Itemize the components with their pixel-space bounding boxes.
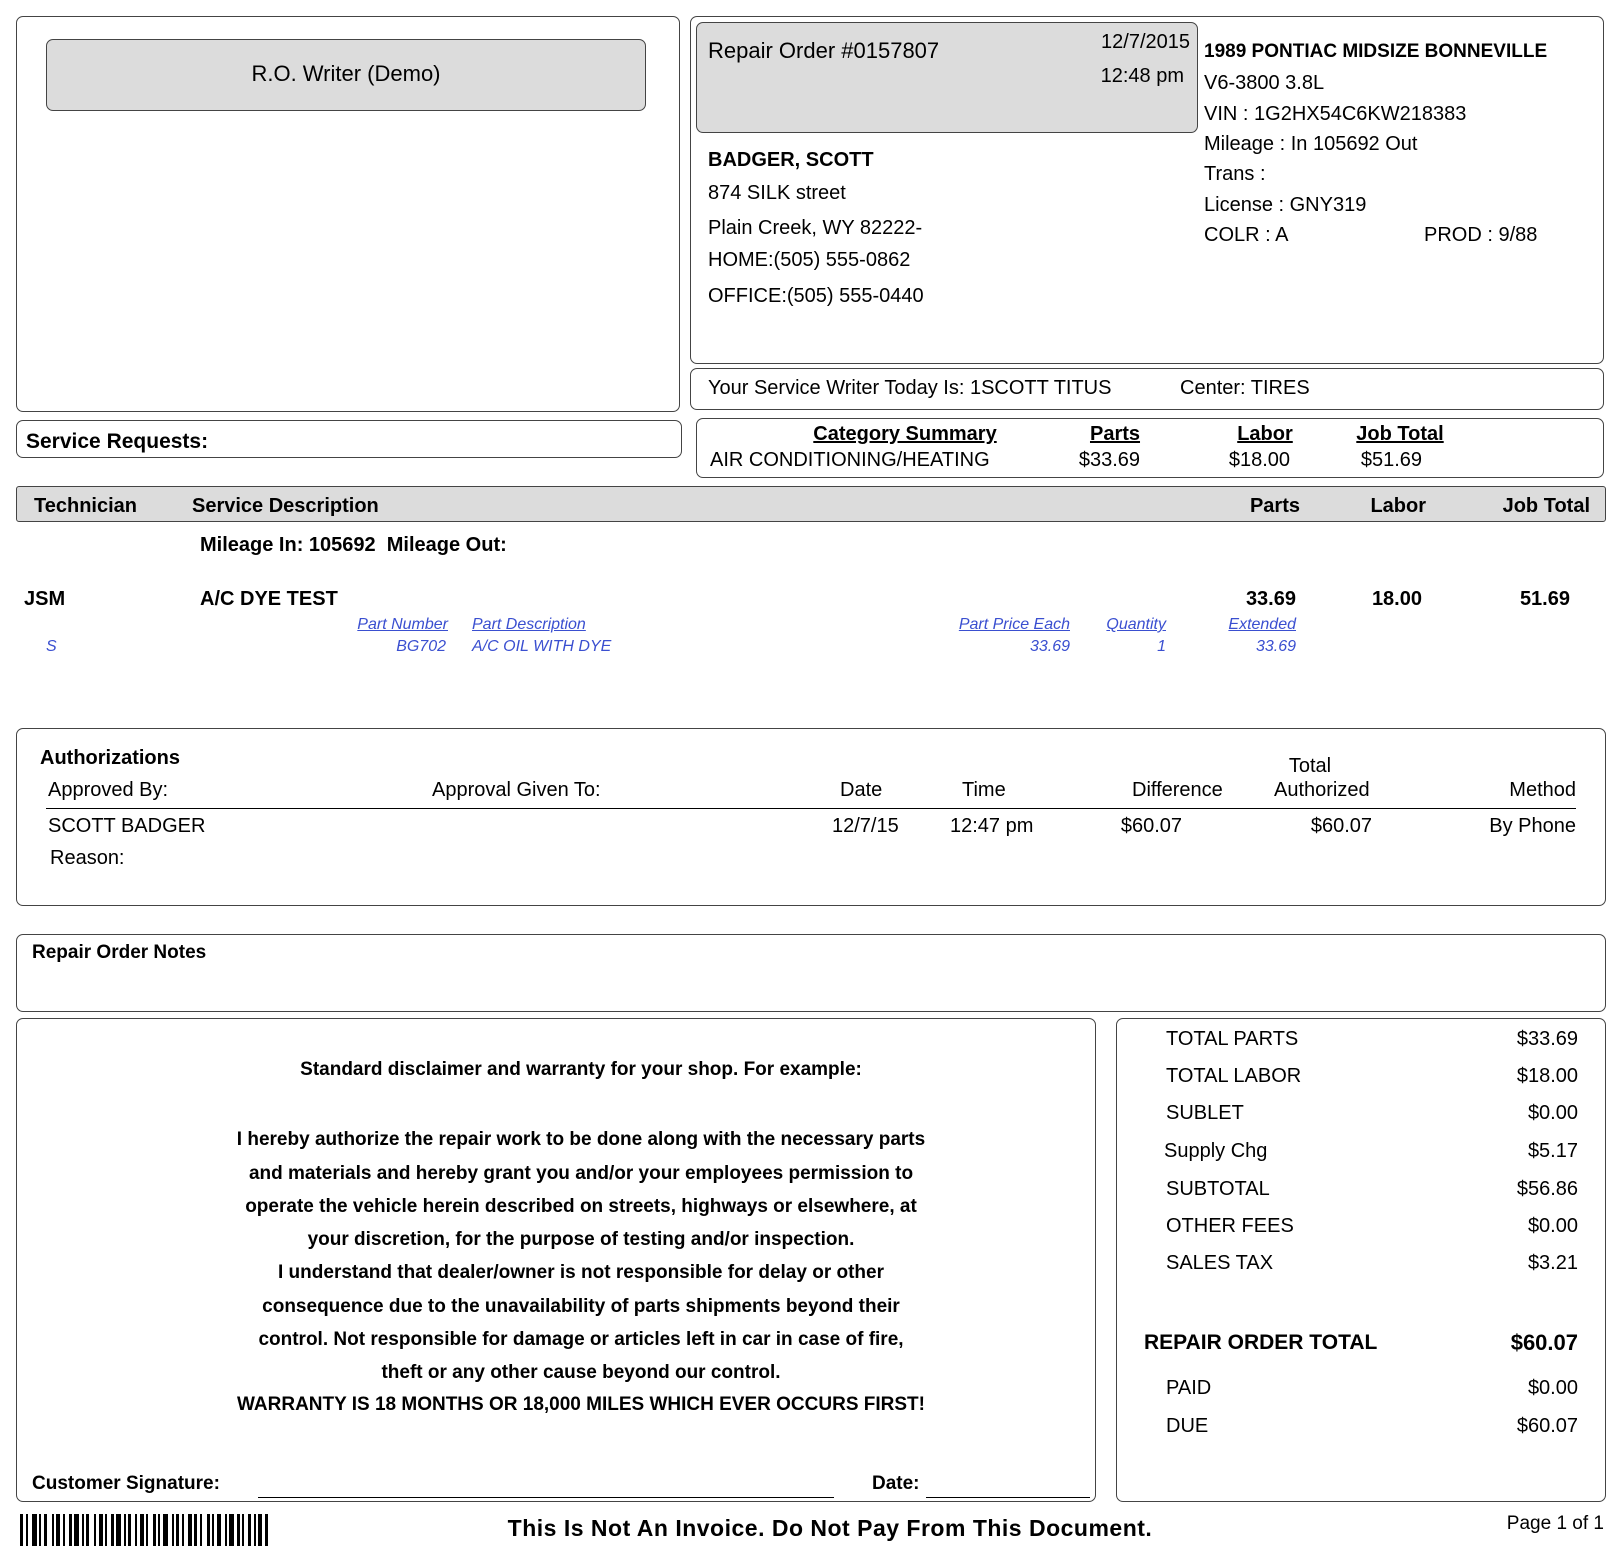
auth-total-header: Total xyxy=(1288,755,1332,777)
part-description: A/C OIL WITH DYE xyxy=(472,638,612,655)
disclaimer-warranty: WARRANTY IS 18 MONTHS OR 18,000 MILES WHICH EVER OCCURS FIRST! xyxy=(237,1394,925,1415)
signature-date-label: Date: xyxy=(872,1473,920,1494)
order-date: 12/7/2015 xyxy=(1101,31,1190,53)
signature-line[interactable] xyxy=(258,1497,834,1498)
other-fees-label: OTHER FEES xyxy=(1166,1215,1294,1237)
category-summary-header: Category Summary xyxy=(813,423,997,445)
auth-time: 12:47 pm xyxy=(950,815,1034,837)
part-extended: 33.69 xyxy=(1255,638,1296,655)
part-quantity: 1 xyxy=(1157,638,1166,655)
auth-approved-by-header: Approved By: xyxy=(48,779,169,801)
part-quantity-header: Quantity xyxy=(1106,616,1166,633)
barcode xyxy=(20,1514,268,1546)
other-fees-value: $0.00 xyxy=(1527,1215,1578,1237)
category-row-parts: $33.69 xyxy=(1078,449,1140,471)
shop-name: R.O. Writer (Demo) xyxy=(251,61,441,86)
part-price: 33.69 xyxy=(1029,638,1070,655)
total-labor-label: TOTAL LABOR xyxy=(1166,1065,1302,1087)
repair-order-total-label: REPAIR ORDER TOTAL xyxy=(1144,1331,1378,1354)
auth-method: By Phone xyxy=(1489,815,1576,837)
job-description: A/C DYE TEST xyxy=(200,588,338,610)
disclaimer-line-2: and materials and hereby grant you and/or your employees permission to xyxy=(248,1163,914,1184)
auth-reason-label: Reason: xyxy=(50,847,125,869)
job-labor: 18.00 xyxy=(1371,588,1422,610)
disclaimer-line-3: operate the vehicle herein described on streets, highways or elsewhere, at xyxy=(245,1196,917,1217)
customer-name: BADGER, SCOTT xyxy=(708,149,874,171)
auth-authorized-header: Authorized xyxy=(1274,779,1370,801)
category-row-name: AIR CONDITIONING/HEATING xyxy=(710,449,990,471)
disclaimer-heading: Standard disclaimer and warranty for your shop. For example: xyxy=(300,1059,862,1080)
disclaimer-box xyxy=(16,1018,1096,1502)
part-description-header: Part Description xyxy=(472,616,586,633)
signature-date-line[interactable] xyxy=(926,1497,1090,1498)
customer-office-phone: OFFICE:(505) 555-0440 xyxy=(708,285,924,307)
subtotal-label: SUBTOTAL xyxy=(1166,1178,1270,1200)
auth-given-to-header: Approval Given To: xyxy=(432,779,601,801)
repair-order-title: Repair Order #0157807 xyxy=(708,38,940,63)
total-parts-label: TOTAL PARTS xyxy=(1166,1028,1299,1050)
sales-tax-value: $3.21 xyxy=(1527,1252,1578,1274)
vehicle-vin: VIN : 1G2HX54C6KW218383 xyxy=(1204,103,1467,125)
notes-box xyxy=(16,934,1606,1012)
paid-value: $0.00 xyxy=(1527,1377,1578,1399)
category-parts-header: Parts xyxy=(1089,423,1141,445)
job-mileage: Mileage In: 105692 Mileage Out: xyxy=(200,534,507,556)
vehicle-license: License : GNY319 xyxy=(1204,194,1367,216)
authorizations-title: Authorizations xyxy=(40,747,180,769)
auth-method-header: Method xyxy=(1509,779,1576,801)
col-labor: Labor xyxy=(1370,495,1426,517)
service-requests-label: Service Requests: xyxy=(26,430,209,453)
customer-address2: Plain Creek, WY 82222- xyxy=(708,217,923,239)
auth-difference: $60.07 xyxy=(1120,815,1182,837)
disclaimer-line-1: I hereby authorize the repair work to be done along with the necessary parts xyxy=(236,1129,926,1150)
auth-difference-header: Difference xyxy=(1132,779,1223,801)
vehicle-trans: Trans : xyxy=(1204,163,1266,185)
col-service-description: Service Description xyxy=(192,495,379,517)
supply-charge-label: Supply Chg xyxy=(1164,1140,1268,1162)
total-labor-value: $18.00 xyxy=(1516,1065,1578,1087)
auth-approved-by: SCOTT BADGER xyxy=(48,815,206,837)
col-job-total: Job Total xyxy=(1502,495,1590,517)
service-writer: Your Service Writer Today Is: 1SCOTT TITUS xyxy=(708,377,1112,399)
page-number: Page 1 of 1 xyxy=(1506,1513,1604,1534)
part-number-header: Part Number xyxy=(357,616,448,633)
part-code: S xyxy=(46,638,57,655)
order-time: 12:48 pm xyxy=(1100,65,1184,87)
col-technician: Technician xyxy=(34,495,137,517)
auth-header-rule xyxy=(46,808,1576,809)
auth-time-header: Time xyxy=(962,779,1006,801)
customer-address1: 874 SILK street xyxy=(708,182,846,204)
vehicle-title: 1989 PONTIAC MIDSIZE BONNEVILLE xyxy=(1204,41,1548,62)
disclaimer-line-6: consequence due to the unavailability of parts shipments beyond their xyxy=(262,1296,900,1317)
part-price-header: Part Price Each xyxy=(958,616,1070,633)
service-center: Center: TIRES xyxy=(1180,377,1310,399)
job-total: 51.69 xyxy=(1519,588,1570,610)
paid-label: PAID xyxy=(1166,1377,1212,1399)
disclaimer-line-8: theft or any other cause beyond our control. xyxy=(381,1362,781,1383)
part-extended-header: Extended xyxy=(1228,616,1296,633)
disclaimer-line-4: your discretion, for the purpose of testing and/or inspection. xyxy=(307,1229,855,1250)
disclaimer-line-5: I understand that dealer/owner is not responsible for delay or other xyxy=(278,1262,884,1283)
auth-date-header: Date xyxy=(840,779,883,801)
vehicle-prod: PROD : 9/88 xyxy=(1424,224,1538,246)
subtotal-value: $56.86 xyxy=(1516,1178,1578,1200)
notes-title: Repair Order Notes xyxy=(32,942,207,963)
sublet-value: $0.00 xyxy=(1527,1102,1578,1124)
disclaimer-line-7: control. Not responsible for damage or articles left in car in case of fire, xyxy=(258,1329,904,1350)
repair-order-total-value: $60.07 xyxy=(1510,1330,1578,1355)
job-parts: 33.69 xyxy=(1245,588,1296,610)
auth-date: 12/7/15 xyxy=(832,815,899,837)
category-total-header: Job Total xyxy=(1356,423,1444,445)
category-row-total: $51.69 xyxy=(1360,449,1422,471)
category-row-labor: $18.00 xyxy=(1228,449,1290,471)
job-technician: JSM xyxy=(24,588,66,610)
due-value: $60.07 xyxy=(1516,1415,1578,1437)
signature-label: Customer Signature: xyxy=(32,1473,220,1494)
auth-total: $60.07 xyxy=(1310,815,1372,837)
not-an-invoice-notice: This Is Not An Invoice. Do Not Pay From This Document. xyxy=(507,1515,1153,1541)
vehicle-engine: V6-3800 3.8L xyxy=(1204,72,1325,94)
sales-tax-label: SALES TAX xyxy=(1166,1252,1274,1274)
category-labor-header: Labor xyxy=(1237,423,1293,445)
customer-home-phone: HOME:(505) 555-0862 xyxy=(708,249,911,271)
due-label: DUE xyxy=(1166,1415,1209,1437)
vehicle-color: COLR : A xyxy=(1204,224,1289,246)
sublet-label: SUBLET xyxy=(1166,1102,1244,1124)
col-parts: Parts xyxy=(1249,495,1300,517)
total-parts-value: $33.69 xyxy=(1516,1028,1578,1050)
vehicle-mileage: Mileage : In 105692 Out xyxy=(1204,133,1418,155)
supply-charge-value: $5.17 xyxy=(1527,1140,1578,1162)
part-number: BG702 xyxy=(396,638,446,655)
